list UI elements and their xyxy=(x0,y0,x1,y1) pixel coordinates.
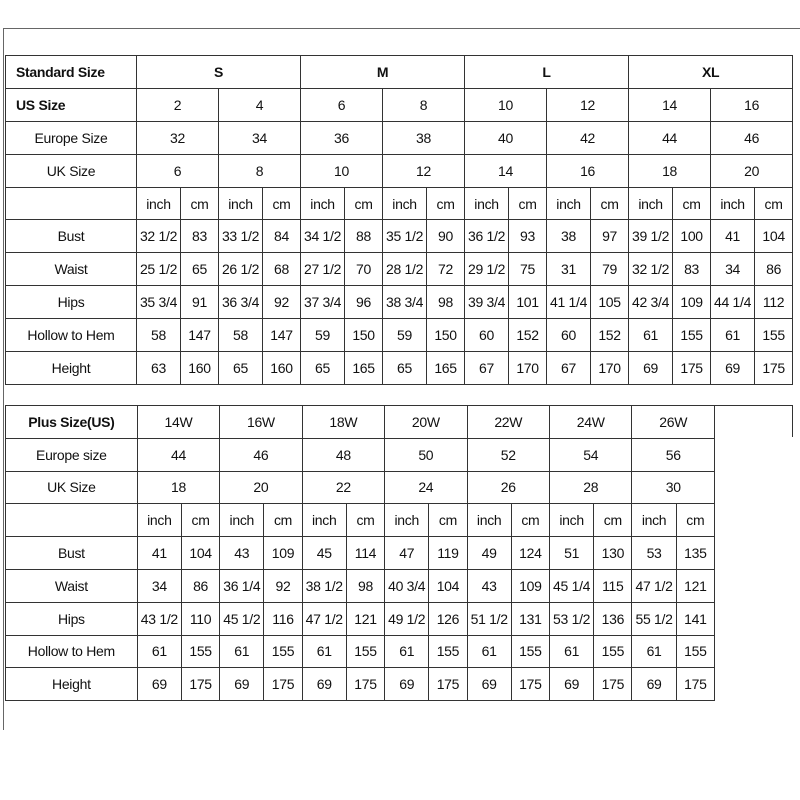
measurement-value: 131 xyxy=(511,602,549,635)
uk-size-cell: 12 xyxy=(383,154,465,187)
measurement-value: 51 xyxy=(549,537,593,570)
measurement-value: 39 3/4 xyxy=(465,286,509,319)
table-border-extension xyxy=(715,405,793,406)
unit-cm-cell: cm xyxy=(591,187,629,220)
measurement-value: 69 xyxy=(385,668,429,701)
us-size-cell: 12 xyxy=(547,88,629,121)
measurement-value: 126 xyxy=(429,602,467,635)
measurement-value: 79 xyxy=(591,253,629,286)
measurement-value: 121 xyxy=(346,602,384,635)
unit-inch-cell: inch xyxy=(547,187,591,220)
measurement-label: Bust xyxy=(6,537,138,570)
us-size-cell: 6 xyxy=(301,88,383,121)
europe-size-cell: 38 xyxy=(383,121,465,154)
measurement-value: 32 1/2 xyxy=(629,253,673,286)
size-group-row xyxy=(6,56,793,89)
measurement-value: 83 xyxy=(181,220,219,253)
unit-cm-cell: cm xyxy=(181,504,219,537)
plus-size-table xyxy=(5,405,715,701)
measurement-value: 43 1/2 xyxy=(137,602,181,635)
europe-size-cell: 46 xyxy=(711,121,793,154)
measurement-value: 31 xyxy=(547,253,591,286)
measurement-value: 65 xyxy=(181,253,219,286)
measurement-value: 53 xyxy=(632,537,676,570)
measurement-value: 175 xyxy=(755,352,793,385)
measurement-value: 160 xyxy=(181,352,219,385)
unit-inch-cell: inch xyxy=(632,504,676,537)
measurement-value: 69 xyxy=(467,668,511,701)
measurement-value: 61 xyxy=(302,635,346,668)
europe-size-cell: 42 xyxy=(547,121,629,154)
measurement-value: 69 xyxy=(549,668,593,701)
measurement-row xyxy=(6,352,793,385)
measurement-value: 61 xyxy=(629,319,673,352)
plus-europe-size-cell: 50 xyxy=(385,438,467,471)
measurement-value: 160 xyxy=(263,352,301,385)
measurement-value: 29 1/2 xyxy=(465,253,509,286)
measurement-value: 61 xyxy=(467,635,511,668)
measurement-value: 36 1/4 xyxy=(220,569,264,602)
measurement-value: 41 xyxy=(137,537,181,570)
measurement-value: 119 xyxy=(429,537,467,570)
europe-size-row xyxy=(6,121,793,154)
measurement-label: Hollow to Hem xyxy=(6,635,138,668)
us-size-cell: 10 xyxy=(465,88,547,121)
measurement-value: 35 3/4 xyxy=(137,286,181,319)
measurement-value: 59 xyxy=(383,319,427,352)
measurement-value: 175 xyxy=(429,668,467,701)
measurement-value: 104 xyxy=(181,537,219,570)
measurement-value: 36 3/4 xyxy=(219,286,263,319)
measurement-value: 49 xyxy=(467,537,511,570)
measurement-value: 90 xyxy=(427,220,465,253)
measurement-value: 47 1/2 xyxy=(632,569,676,602)
unit-cm-cell: cm xyxy=(509,187,547,220)
unit-inch-cell: inch xyxy=(467,504,511,537)
measurement-value: 147 xyxy=(181,319,219,352)
measurement-value: 104 xyxy=(429,569,467,602)
measurement-value: 109 xyxy=(264,537,302,570)
row-label: US Size xyxy=(6,88,137,121)
measurement-value: 60 xyxy=(547,319,591,352)
measurement-value: 155 xyxy=(594,635,632,668)
measurement-value: 42 3/4 xyxy=(629,286,673,319)
plus-europe-size-cell: 54 xyxy=(549,438,631,471)
plus-uk-size-cell: 26 xyxy=(467,471,549,504)
measurement-value: 141 xyxy=(676,602,714,635)
europe-size-cell: 36 xyxy=(301,121,383,154)
plus-measurement-row xyxy=(6,668,715,701)
size-group-header: L xyxy=(465,56,629,89)
unit-row xyxy=(6,187,793,220)
europe-size-cell: 40 xyxy=(465,121,547,154)
measurement-value: 32 1/2 xyxy=(137,220,181,253)
standard-size-table xyxy=(5,55,793,385)
uk-size-cell: 6 xyxy=(137,154,219,187)
unit-inch-cell: inch xyxy=(629,187,673,220)
measurement-value: 86 xyxy=(755,253,793,286)
measurement-value: 92 xyxy=(264,569,302,602)
row-label: Europe size xyxy=(6,438,138,471)
measurement-value: 91 xyxy=(181,286,219,319)
size-group-header: S xyxy=(137,56,301,89)
row-label: UK Size xyxy=(6,154,137,187)
measurement-value: 34 xyxy=(137,569,181,602)
measurement-value: 47 xyxy=(385,537,429,570)
measurement-label: Hips xyxy=(6,602,138,635)
measurement-value: 45 1/4 xyxy=(549,569,593,602)
uk-size-row xyxy=(6,154,793,187)
measurement-value: 69 xyxy=(220,668,264,701)
measurement-value: 69 xyxy=(137,668,181,701)
measurement-value: 100 xyxy=(673,220,711,253)
size-group-header: XL xyxy=(629,56,793,89)
measurement-row xyxy=(6,253,793,286)
measurement-value: 38 1/2 xyxy=(302,569,346,602)
measurement-value: 155 xyxy=(181,635,219,668)
us-size-cell: 4 xyxy=(219,88,301,121)
measurement-value: 37 3/4 xyxy=(301,286,345,319)
measurement-value: 58 xyxy=(219,319,263,352)
unit-cm-cell: cm xyxy=(755,187,793,220)
measurement-value: 28 1/2 xyxy=(383,253,427,286)
plus-unit-row xyxy=(6,504,715,537)
uk-size-cell: 18 xyxy=(629,154,711,187)
measurement-value: 61 xyxy=(711,319,755,352)
measurement-value: 44 1/4 xyxy=(711,286,755,319)
measurement-label: Hollow to Hem xyxy=(6,319,137,352)
measurement-value: 175 xyxy=(673,352,711,385)
measurement-value: 65 xyxy=(383,352,427,385)
measurement-value: 155 xyxy=(429,635,467,668)
unit-cm-cell: cm xyxy=(346,504,384,537)
measurement-value: 104 xyxy=(755,220,793,253)
unit-cm-cell: cm xyxy=(511,504,549,537)
measurement-value: 136 xyxy=(594,602,632,635)
measurement-value: 59 xyxy=(301,319,345,352)
measurement-value: 58 xyxy=(137,319,181,352)
size-group-header: M xyxy=(301,56,465,89)
unit-cm-cell: cm xyxy=(673,187,711,220)
measurement-value: 155 xyxy=(755,319,793,352)
plus-uk-size-row xyxy=(6,471,715,504)
us-size-cell: 2 xyxy=(137,88,219,121)
measurement-value: 121 xyxy=(676,569,714,602)
unit-inch-cell: inch xyxy=(385,504,429,537)
measurement-value: 47 1/2 xyxy=(302,602,346,635)
plus-us-size-cell: 14W xyxy=(137,406,219,439)
measurement-value: 86 xyxy=(181,569,219,602)
plus-europe-size-cell: 48 xyxy=(302,438,384,471)
measurement-value: 98 xyxy=(346,569,384,602)
measurement-value: 63 xyxy=(137,352,181,385)
measurement-value: 115 xyxy=(594,569,632,602)
measurement-value: 41 1/4 xyxy=(547,286,591,319)
measurement-value: 175 xyxy=(594,668,632,701)
measurement-value: 65 xyxy=(301,352,345,385)
us-size-cell: 14 xyxy=(629,88,711,121)
measurement-value: 93 xyxy=(509,220,547,253)
measurement-value: 69 xyxy=(302,668,346,701)
measurement-value: 33 1/2 xyxy=(219,220,263,253)
europe-size-cell: 34 xyxy=(219,121,301,154)
measurement-value: 98 xyxy=(427,286,465,319)
unit-cm-cell: cm xyxy=(429,504,467,537)
plus-us-size-cell: 26W xyxy=(632,406,715,439)
plus-uk-size-cell: 24 xyxy=(385,471,467,504)
plus-measurement-row xyxy=(6,537,715,570)
measurement-value: 36 1/2 xyxy=(465,220,509,253)
measurement-value: 41 xyxy=(711,220,755,253)
measurement-value: 61 xyxy=(632,635,676,668)
measurement-value: 92 xyxy=(263,286,301,319)
measurement-value: 69 xyxy=(632,668,676,701)
measurement-value: 130 xyxy=(594,537,632,570)
measurement-value: 84 xyxy=(263,220,301,253)
page-left-border xyxy=(3,28,4,730)
measurement-value: 165 xyxy=(345,352,383,385)
unit-inch-cell: inch xyxy=(220,504,264,537)
unit-inch-cell: inch xyxy=(711,187,755,220)
measurement-value: 155 xyxy=(346,635,384,668)
measurement-value: 175 xyxy=(264,668,302,701)
measurement-value: 175 xyxy=(676,668,714,701)
europe-size-cell: 32 xyxy=(137,121,219,154)
unit-inch-cell: inch xyxy=(219,187,263,220)
plus-uk-size-cell: 28 xyxy=(549,471,631,504)
unit-inch-cell: inch xyxy=(302,504,346,537)
measurement-value: 96 xyxy=(345,286,383,319)
measurement-value: 109 xyxy=(511,569,549,602)
plus-uk-size-cell: 18 xyxy=(137,471,219,504)
measurement-value: 69 xyxy=(629,352,673,385)
us-size-row xyxy=(6,88,793,121)
measurement-value: 165 xyxy=(427,352,465,385)
unit-inch-cell: inch xyxy=(137,504,181,537)
measurement-value: 152 xyxy=(509,319,547,352)
measurement-value: 45 1/2 xyxy=(220,602,264,635)
measurement-value: 175 xyxy=(181,668,219,701)
measurement-label: Hips xyxy=(6,286,137,319)
unit-inch-cell: inch xyxy=(137,187,181,220)
unit-inch-cell: inch xyxy=(301,187,345,220)
measurement-value: 26 1/2 xyxy=(219,253,263,286)
measurement-label: Waist xyxy=(6,569,138,602)
measurement-value: 51 1/2 xyxy=(467,602,511,635)
plus-europe-size-cell: 52 xyxy=(467,438,549,471)
page-top-border xyxy=(3,28,800,29)
plus-europe-size-cell: 56 xyxy=(632,438,715,471)
table-border-extension xyxy=(792,405,793,437)
measurement-value: 69 xyxy=(711,352,755,385)
uk-size-cell: 20 xyxy=(711,154,793,187)
measurement-value: 43 xyxy=(467,569,511,602)
measurement-value: 175 xyxy=(346,668,384,701)
unit-cm-cell: cm xyxy=(181,187,219,220)
plus-measurement-row xyxy=(6,635,715,668)
measurement-value: 68 xyxy=(263,253,301,286)
measurement-value: 34 xyxy=(711,253,755,286)
measurement-value: 67 xyxy=(547,352,591,385)
measurement-value: 53 1/2 xyxy=(549,602,593,635)
measurement-value: 60 xyxy=(465,319,509,352)
unit-cm-cell: cm xyxy=(345,187,383,220)
measurement-value: 27 1/2 xyxy=(301,253,345,286)
corner-label: Standard Size xyxy=(6,56,137,89)
measurement-value: 150 xyxy=(427,319,465,352)
measurement-value: 83 xyxy=(673,253,711,286)
europe-size-cell: 44 xyxy=(629,121,711,154)
measurement-value: 38 xyxy=(547,220,591,253)
measurement-label: Bust xyxy=(6,220,137,253)
plus-europe-size-cell: 46 xyxy=(220,438,302,471)
measurement-value: 61 xyxy=(137,635,181,668)
measurement-value: 155 xyxy=(676,635,714,668)
measurement-value: 170 xyxy=(509,352,547,385)
unit-cm-cell: cm xyxy=(676,504,714,537)
measurement-value: 112 xyxy=(755,286,793,319)
measurement-row xyxy=(6,319,793,352)
measurement-value: 55 1/2 xyxy=(632,602,676,635)
measurement-value: 110 xyxy=(181,602,219,635)
plus-europe-size-cell: 44 xyxy=(137,438,219,471)
corner-label: Plus Size(US) xyxy=(6,406,138,439)
unit-inch-cell: inch xyxy=(549,504,593,537)
plus-measurement-row xyxy=(6,569,715,602)
measurement-value: 40 3/4 xyxy=(385,569,429,602)
plus-measurement-row xyxy=(6,602,715,635)
measurement-value: 88 xyxy=(345,220,383,253)
measurement-value: 105 xyxy=(591,286,629,319)
unit-inch-cell: inch xyxy=(465,187,509,220)
measurement-value: 155 xyxy=(511,635,549,668)
plus-us-size-cell: 22W xyxy=(467,406,549,439)
measurement-value: 170 xyxy=(591,352,629,385)
plus-europe-size-row xyxy=(6,438,715,471)
measurement-value: 65 xyxy=(219,352,263,385)
measurement-value: 155 xyxy=(264,635,302,668)
uk-size-cell: 16 xyxy=(547,154,629,187)
measurement-value: 97 xyxy=(591,220,629,253)
plus-uk-size-cell: 20 xyxy=(220,471,302,504)
plus-us-size-cell: 16W xyxy=(220,406,302,439)
measurement-value: 25 1/2 xyxy=(137,253,181,286)
measurement-value: 45 xyxy=(302,537,346,570)
plus-us-size-cell: 24W xyxy=(549,406,631,439)
uk-size-cell: 8 xyxy=(219,154,301,187)
measurement-value: 34 1/2 xyxy=(301,220,345,253)
measurement-value: 72 xyxy=(427,253,465,286)
measurement-value: 61 xyxy=(549,635,593,668)
measurement-value: 155 xyxy=(673,319,711,352)
measurement-value: 152 xyxy=(591,319,629,352)
measurement-row xyxy=(6,220,793,253)
measurement-value: 114 xyxy=(346,537,384,570)
measurement-value: 150 xyxy=(345,319,383,352)
measurement-value: 61 xyxy=(385,635,429,668)
unit-cm-cell: cm xyxy=(264,504,302,537)
measurement-value: 147 xyxy=(263,319,301,352)
measurement-value: 38 3/4 xyxy=(383,286,427,319)
us-size-cell: 16 xyxy=(711,88,793,121)
us-size-cell: 8 xyxy=(383,88,465,121)
measurement-label: Height xyxy=(6,668,138,701)
measurement-value: 135 xyxy=(676,537,714,570)
measurement-value: 175 xyxy=(511,668,549,701)
unit-cm-cell: cm xyxy=(594,504,632,537)
plus-us-size-row xyxy=(6,406,715,439)
measurement-value: 109 xyxy=(673,286,711,319)
unit-cm-cell: cm xyxy=(427,187,465,220)
measurement-value: 101 xyxy=(509,286,547,319)
plus-us-size-cell: 18W xyxy=(302,406,384,439)
plus-uk-size-cell: 30 xyxy=(632,471,715,504)
row-label: Europe Size xyxy=(6,121,137,154)
uk-size-cell: 14 xyxy=(465,154,547,187)
unit-cm-cell: cm xyxy=(263,187,301,220)
unit-inch-cell: inch xyxy=(383,187,427,220)
measurement-value: 49 1/2 xyxy=(385,602,429,635)
measurement-label: Height xyxy=(6,352,137,385)
measurement-label: Waist xyxy=(6,253,137,286)
measurement-value: 116 xyxy=(264,602,302,635)
unit-row-blank xyxy=(6,187,137,220)
measurement-value: 35 1/2 xyxy=(383,220,427,253)
measurement-value: 67 xyxy=(465,352,509,385)
measurement-value: 124 xyxy=(511,537,549,570)
measurement-value: 39 1/2 xyxy=(629,220,673,253)
measurement-row xyxy=(6,286,793,319)
row-label: UK Size xyxy=(6,471,138,504)
measurement-value: 70 xyxy=(345,253,383,286)
plus-us-size-cell: 20W xyxy=(385,406,467,439)
measurement-value: 75 xyxy=(509,253,547,286)
uk-size-cell: 10 xyxy=(301,154,383,187)
measurement-value: 61 xyxy=(220,635,264,668)
plus-uk-size-cell: 22 xyxy=(302,471,384,504)
measurement-value: 43 xyxy=(220,537,264,570)
unit-row-blank xyxy=(6,504,138,537)
